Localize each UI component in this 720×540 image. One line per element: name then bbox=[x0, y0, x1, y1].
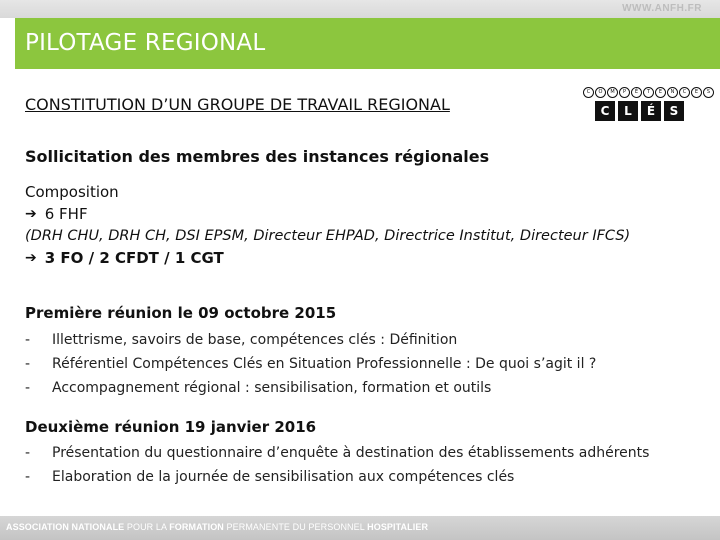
logo-block-letter: É bbox=[641, 101, 661, 121]
logo-letter: É bbox=[631, 87, 642, 98]
competences-cles-logo bbox=[583, 87, 710, 123]
list-item: - Elaboration de la journée de sensibilisation aux compétences clés bbox=[25, 469, 515, 485]
logo-letter: E bbox=[655, 87, 666, 98]
logo-letter: P bbox=[619, 87, 630, 98]
first-meeting-list bbox=[25, 328, 596, 400]
top-strip bbox=[0, 0, 720, 18]
second-meeting-title: Deuxième réunion 19 janvier 2016 bbox=[25, 418, 317, 436]
second-meeting-list bbox=[25, 441, 649, 489]
logo-letter: C bbox=[679, 87, 690, 98]
composition-label: Composition bbox=[25, 183, 119, 201]
title-bar bbox=[15, 18, 720, 69]
footer-bar bbox=[0, 516, 720, 540]
list-item: - Illettrisme, savoirs de base, compétences clés : Définition bbox=[25, 332, 458, 348]
logo-letter: O bbox=[595, 87, 606, 98]
right-arrow-icon: ➔ bbox=[25, 206, 37, 222]
fhf-text: 6 FHF bbox=[44, 205, 88, 223]
list-item: - Référentiel Compétences Clés en Situation Professionnelle : De quoi s’agit il ? bbox=[25, 356, 597, 372]
logo-letter: T bbox=[643, 87, 654, 98]
logo-letter: M bbox=[607, 87, 618, 98]
composition-block bbox=[25, 181, 630, 269]
logo-top-row bbox=[583, 87, 714, 98]
page-title: PILOTAGE REGIONAL bbox=[25, 30, 266, 56]
logo-letter: N bbox=[667, 87, 678, 98]
list-item: - Accompagnement régional : sensibilisation, formation et outils bbox=[25, 380, 492, 396]
unions-text: 3 FO / 2 CFDT / 1 CGT bbox=[44, 249, 224, 267]
logo-block-letter: L bbox=[618, 101, 638, 121]
right-arrow-icon: ➔ bbox=[25, 250, 37, 266]
logo-letter: E bbox=[691, 87, 702, 98]
list-item: - Présentation du questionnaire d’enquête à destination des établissements adhérents bbox=[25, 445, 650, 461]
logo-block-letter: C bbox=[595, 101, 615, 121]
sollicitation-heading: Sollicitation des membres des instances régionales bbox=[25, 147, 490, 166]
footer-text: ASSOCIATION NATIONALE POUR LA FORMATION PERMANENTE DU PERSONNEL HOSPITALIER bbox=[6, 522, 429, 532]
logo-letter: S bbox=[703, 87, 714, 98]
section-subtitle: CONSTITUTION D’UN GROUPE DE TRAVAIL REGIONAL bbox=[25, 95, 450, 114]
unions-line bbox=[25, 247, 630, 269]
first-meeting-title: Première réunion le 09 octobre 2015 bbox=[25, 304, 337, 322]
site-url: WWW.ANFH.FR bbox=[622, 3, 702, 14]
fhf-line bbox=[25, 203, 630, 225]
fhf-detail: (DRH CHU, DRH CH, DSI EPSM, Directeur EHPAD, Directrice Institut, Directeur IFCS) bbox=[25, 228, 631, 244]
logo-block-letter: S bbox=[664, 101, 684, 121]
logo-bottom-row bbox=[595, 101, 684, 121]
logo-letter: C bbox=[583, 87, 594, 98]
